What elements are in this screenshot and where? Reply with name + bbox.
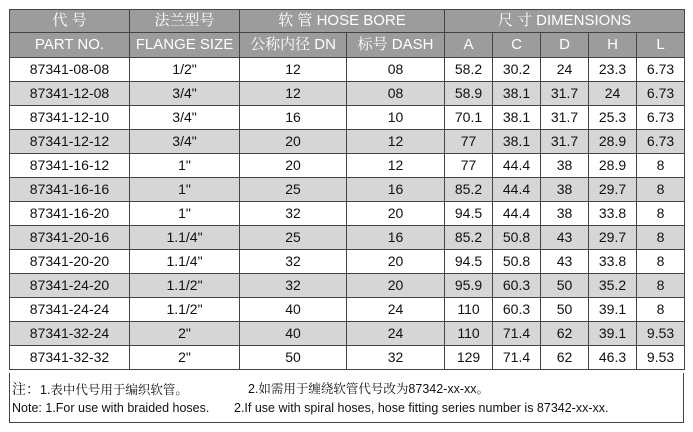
flange-size-header-en: FLANGE SIZE	[130, 33, 240, 58]
dn-cell: 32	[240, 274, 347, 298]
part-no-cell: 87341-12-10	[10, 106, 130, 130]
part-no-header-cn: 代 号	[10, 10, 130, 33]
part-no-header-en: PART NO.	[10, 33, 130, 58]
part-no-cell: 87341-16-20	[10, 202, 130, 226]
dim-c-cell: 38.1	[493, 130, 541, 154]
parts-table	[9, 9, 685, 370]
dash-cell: 20	[347, 202, 445, 226]
dim-a-cell: 77	[445, 130, 493, 154]
table-row	[10, 130, 685, 154]
part-no-cell: 87341-32-24	[10, 322, 130, 346]
dim-l-cell: 9.53	[637, 346, 685, 370]
dim-c-cell: 38.1	[493, 106, 541, 130]
note-cn-line	[12, 379, 188, 399]
note-en-head: Note:	[12, 401, 42, 415]
note-cn-head: 注：	[12, 381, 40, 397]
dash-cell: 20	[347, 250, 445, 274]
part-no-cell: 87341-32-32	[10, 346, 130, 370]
note-cn-2: 2.如需用于缠绕软管代号改为87342-xx-xx。	[248, 382, 490, 396]
dim-a-cell: 85.2	[445, 226, 493, 250]
dim-h-cell: 33.8	[589, 250, 637, 274]
dim-h-cell: 28.9	[589, 154, 637, 178]
table-row	[10, 202, 685, 226]
part-no-cell: 87341-24-24	[10, 298, 130, 322]
flange-size-header-cn: 法兰型号	[130, 10, 240, 33]
flange-size-cell: 1.1/4"	[130, 226, 240, 250]
dim-a-cell: 94.5	[445, 202, 493, 226]
dim-d-cell: 43	[541, 250, 589, 274]
flange-size-cell: 3/4"	[130, 82, 240, 106]
dim-c-cell: 44.4	[493, 178, 541, 202]
part-no-cell: 87341-20-20	[10, 250, 130, 274]
dn-cell: 16	[240, 106, 347, 130]
dim-l-cell: 8	[637, 274, 685, 298]
flange-size-cell: 1.1/2"	[130, 274, 240, 298]
dim-d-header: D	[541, 33, 589, 58]
table-row	[10, 250, 685, 274]
flange-size-cell: 3/4"	[130, 106, 240, 130]
dim-c-cell: 50.8	[493, 226, 541, 250]
dash-cell: 16	[347, 178, 445, 202]
dim-a-cell: 58.9	[445, 82, 493, 106]
table-row	[10, 58, 685, 82]
table-row	[10, 298, 685, 322]
dimensions-header: 尺 寸 DIMENSIONS	[445, 10, 685, 33]
dash-cell: 08	[347, 58, 445, 82]
note-en-2: 2.If use with spiral hoses, hose fitting series number is 87342-xx-xx.	[234, 401, 609, 415]
dim-h-cell: 46.3	[589, 346, 637, 370]
flange-size-cell: 1"	[130, 202, 240, 226]
dim-a-cell: 110	[445, 298, 493, 322]
dn-cell: 12	[240, 58, 347, 82]
flange-size-cell: 2"	[130, 346, 240, 370]
note-en-1: 1.For use with braided hoses.	[45, 401, 210, 415]
dim-l-cell: 6.73	[637, 82, 685, 106]
dim-l-cell: 8	[637, 154, 685, 178]
dim-d-cell: 38	[541, 154, 589, 178]
dim-l-cell: 9.53	[637, 322, 685, 346]
dim-c-cell: 38.1	[493, 82, 541, 106]
dim-d-cell: 43	[541, 226, 589, 250]
dim-l-cell: 8	[637, 178, 685, 202]
dim-c-header: C	[493, 33, 541, 58]
dim-h-cell: 33.8	[589, 202, 637, 226]
dim-a-cell: 95.9	[445, 274, 493, 298]
dim-a-cell: 85.2	[445, 178, 493, 202]
table-row	[10, 274, 685, 298]
dn-cell: 40	[240, 322, 347, 346]
dim-h-cell: 23.3	[589, 58, 637, 82]
dim-h-cell: 29.7	[589, 226, 637, 250]
table-row	[10, 154, 685, 178]
dim-d-cell: 62	[541, 322, 589, 346]
dim-l-cell: 8	[637, 298, 685, 322]
dim-l-cell: 8	[637, 202, 685, 226]
dim-c-cell: 44.4	[493, 154, 541, 178]
dn-cell: 32	[240, 202, 347, 226]
dash-cell: 32	[347, 346, 445, 370]
dim-a-header: A	[445, 33, 493, 58]
hose-bore-header: 软 管 HOSE BORE	[240, 10, 445, 33]
dim-d-cell: 38	[541, 178, 589, 202]
dim-l-cell: 8	[637, 250, 685, 274]
dim-c-cell: 71.4	[493, 322, 541, 346]
flange-size-cell: 1"	[130, 154, 240, 178]
dim-c-cell: 30.2	[493, 58, 541, 82]
dash-cell: 10	[347, 106, 445, 130]
dn-header: 公称内径 DN	[240, 33, 347, 58]
dim-c-cell: 44.4	[493, 202, 541, 226]
flange-size-cell: 1/2"	[130, 58, 240, 82]
dash-cell: 12	[347, 130, 445, 154]
dn-cell: 20	[240, 130, 347, 154]
dim-c-cell: 71.4	[493, 346, 541, 370]
flange-size-cell: 1.1/4"	[130, 250, 240, 274]
flange-size-cell: 1.1/2"	[130, 298, 240, 322]
table-row	[10, 106, 685, 130]
dim-h-cell: 35.2	[589, 274, 637, 298]
part-no-cell: 87341-20-16	[10, 226, 130, 250]
dn-cell: 25	[240, 178, 347, 202]
flange-size-cell: 2"	[130, 322, 240, 346]
dim-l-cell: 6.73	[637, 106, 685, 130]
flange-size-cell: 1"	[130, 178, 240, 202]
dim-a-cell: 94.5	[445, 250, 493, 274]
flange-size-cell: 3/4"	[130, 130, 240, 154]
dim-a-cell: 70.1	[445, 106, 493, 130]
note-cn-1: 1.表中代号用于编织软管。	[40, 383, 188, 397]
part-no-cell: 87341-16-12	[10, 154, 130, 178]
note-en-line	[12, 401, 209, 415]
dn-cell: 20	[240, 154, 347, 178]
dim-h-cell: 24	[589, 82, 637, 106]
dim-h-cell: 39.1	[589, 322, 637, 346]
dim-a-cell: 77	[445, 154, 493, 178]
dim-h-cell: 29.7	[589, 178, 637, 202]
dn-cell: 32	[240, 250, 347, 274]
dash-cell: 12	[347, 154, 445, 178]
dim-c-cell: 50.8	[493, 250, 541, 274]
dash-cell: 24	[347, 298, 445, 322]
dn-cell: 25	[240, 226, 347, 250]
table-row	[10, 82, 685, 106]
dim-l-cell: 6.73	[637, 58, 685, 82]
dim-a-cell: 110	[445, 322, 493, 346]
header-row-2	[10, 33, 685, 58]
dim-l-cell: 6.73	[637, 130, 685, 154]
dim-c-cell: 60.3	[493, 298, 541, 322]
part-no-cell: 87341-24-20	[10, 274, 130, 298]
dash-cell: 16	[347, 226, 445, 250]
dim-h-cell: 39.1	[589, 298, 637, 322]
dim-l-header: L	[637, 33, 685, 58]
part-no-cell: 87341-16-16	[10, 178, 130, 202]
dash-cell: 24	[347, 322, 445, 346]
part-no-cell: 87341-12-12	[10, 130, 130, 154]
dim-d-cell: 50	[541, 298, 589, 322]
table-row	[10, 346, 685, 370]
dash-cell: 08	[347, 82, 445, 106]
dim-h-header: H	[589, 33, 637, 58]
dim-d-cell: 31.7	[541, 82, 589, 106]
table-row	[10, 178, 685, 202]
notes-box	[9, 373, 684, 423]
dim-d-cell: 31.7	[541, 130, 589, 154]
part-no-cell: 87341-08-08	[10, 58, 130, 82]
dim-h-cell: 28.9	[589, 130, 637, 154]
dash-cell: 20	[347, 274, 445, 298]
dn-cell: 40	[240, 298, 347, 322]
dim-c-cell: 60.3	[493, 274, 541, 298]
table-row	[10, 322, 685, 346]
dim-d-cell: 50	[541, 274, 589, 298]
dash-header: 标号 DASH	[347, 33, 445, 58]
header-row-1	[10, 10, 685, 33]
part-no-cell: 87341-12-08	[10, 82, 130, 106]
dn-cell: 12	[240, 82, 347, 106]
dim-d-cell: 38	[541, 202, 589, 226]
dim-d-cell: 31.7	[541, 106, 589, 130]
table-row	[10, 226, 685, 250]
dim-a-cell: 58.2	[445, 58, 493, 82]
dim-d-cell: 24	[541, 58, 589, 82]
table-body	[10, 58, 685, 370]
dim-h-cell: 25.3	[589, 106, 637, 130]
dim-d-cell: 62	[541, 346, 589, 370]
dim-a-cell: 129	[445, 346, 493, 370]
dim-l-cell: 8	[637, 226, 685, 250]
dn-cell: 50	[240, 346, 347, 370]
